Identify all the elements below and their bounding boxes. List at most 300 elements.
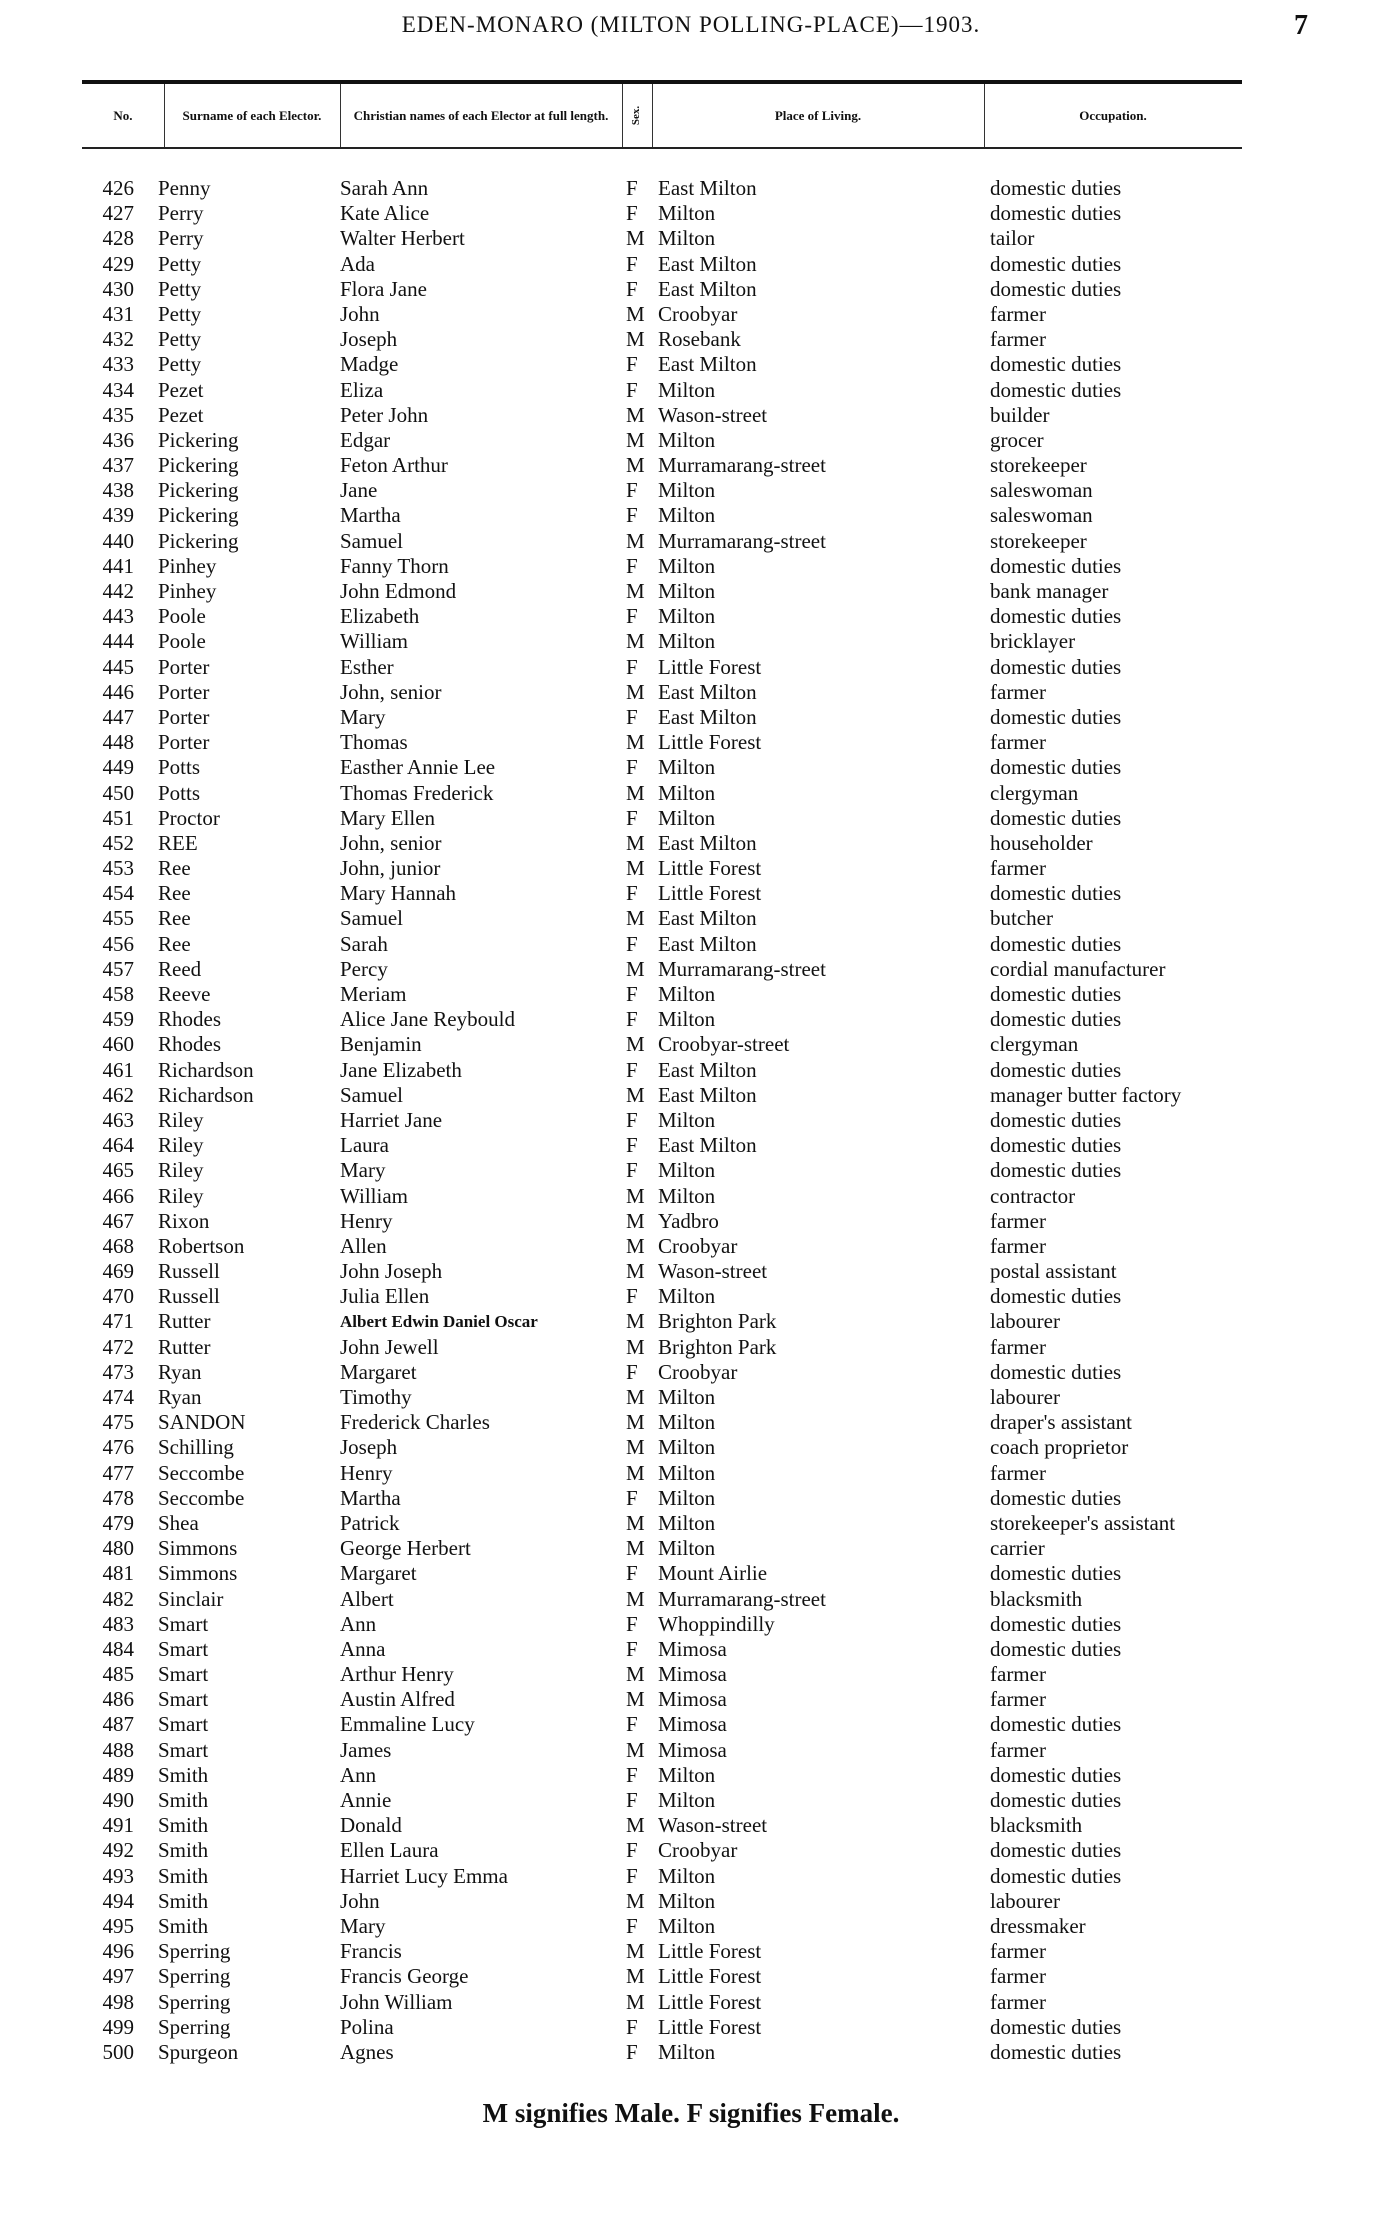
elector-occupation: farmer	[990, 1964, 1046, 1989]
elector-surname: Pickering	[158, 503, 239, 528]
elector-sex: M	[626, 1586, 645, 1611]
elector-occupation: domestic duties	[990, 1838, 1122, 1863]
table-row	[0, 1637, 1382, 1662]
column-header-christian-names: Christian names of each Elector at full length.	[353, 107, 609, 123]
elector-place-of-living: Murramarang-street	[658, 453, 826, 478]
elector-surname: Pinhey	[158, 553, 217, 578]
elector-surname: Ree	[158, 881, 191, 906]
elector-number: 442	[102, 579, 134, 603]
elector-christian-names: Kate Alice	[340, 201, 430, 226]
elector-sex: F	[626, 1485, 638, 1510]
elector-number: 434	[102, 377, 134, 402]
elector-sex: F	[626, 503, 638, 528]
elector-surname: REE	[158, 830, 198, 855]
elector-number: 455	[102, 906, 134, 931]
elector-place-of-living: East Milton	[658, 176, 757, 200]
elector-christian-names: Percy	[340, 956, 388, 981]
elector-number: 471	[102, 1309, 134, 1334]
elector-place-of-living: Milton	[658, 1485, 716, 1510]
elector-occupation: saleswoman	[990, 503, 1093, 528]
elector-surname: Shea	[158, 1510, 199, 1535]
elector-number: 461	[102, 1057, 134, 1082]
elector-sex: M	[626, 830, 645, 855]
elector-christian-names: William	[340, 629, 408, 654]
elector-christian-names: Albert Edwin Daniel Oscar	[340, 1312, 538, 1332]
elector-number: 484	[102, 1636, 134, 1661]
elector-number: 473	[102, 1359, 134, 1384]
elector-number: 426	[102, 176, 134, 200]
table-row	[0, 1939, 1382, 1964]
elector-occupation: domestic duties	[990, 704, 1122, 729]
elector-number: 451	[102, 805, 134, 830]
elector-sex: F	[626, 276, 638, 301]
elector-sex: F	[626, 654, 638, 679]
elector-surname: Pickering	[158, 453, 239, 478]
elector-christian-names: Madge	[340, 352, 399, 377]
elector-place-of-living: Milton	[658, 1913, 716, 1938]
elector-place-of-living: Croobyar-street	[658, 1032, 790, 1057]
elector-christian-names: Mary Ellen	[340, 805, 436, 830]
elector-christian-names: Meriam	[340, 982, 407, 1006]
elector-sex: M	[626, 1082, 645, 1107]
elector-place-of-living: Mimosa	[658, 1712, 727, 1737]
header-bottom-rule	[82, 147, 1242, 149]
elector-surname: Smart	[158, 1611, 209, 1636]
elector-christian-names: John Edmond	[340, 579, 457, 603]
elector-surname: Spurgeon	[158, 2039, 239, 2064]
elector-christian-names: John, junior	[340, 856, 441, 881]
elector-occupation: domestic duties	[990, 2014, 1122, 2039]
elector-christian-names: Julia Ellen	[340, 1284, 430, 1309]
elector-place-of-living: Wason-street	[658, 402, 768, 427]
elector-number: 474	[102, 1385, 134, 1409]
table-row	[0, 226, 1382, 251]
elector-place-of-living: Milton	[658, 1284, 716, 1309]
table-row	[0, 1864, 1382, 1889]
elector-number: 481	[102, 1561, 134, 1586]
elector-surname: Rhodes	[158, 1032, 221, 1057]
elector-place-of-living: Little Forest	[658, 2014, 762, 2039]
elector-number: 452	[102, 830, 134, 855]
table-row	[0, 1964, 1382, 1989]
elector-surname: Petty	[158, 352, 202, 377]
elector-christian-names: Sarah Ann	[340, 176, 429, 200]
elector-number: 477	[102, 1460, 134, 1485]
elector-number: 433	[102, 352, 134, 377]
elector-sex: F	[626, 478, 638, 503]
elector-occupation: domestic duties	[990, 1863, 1122, 1888]
elector-christian-names: Albert	[340, 1586, 394, 1611]
elector-surname: Smart	[158, 1662, 209, 1687]
elector-christian-names: Margaret	[340, 1561, 417, 1586]
table-row	[0, 1687, 1382, 1712]
elector-surname: Riley	[158, 1158, 204, 1183]
table-row	[0, 201, 1382, 226]
table-row	[0, 1184, 1382, 1209]
elector-sex: M	[626, 1385, 645, 1409]
elector-occupation: storekeeper	[990, 528, 1087, 553]
elector-place-of-living: East Milton	[658, 352, 757, 377]
elector-sex: F	[626, 1133, 638, 1158]
elector-sex: F	[626, 1863, 638, 1888]
elector-number: 441	[102, 553, 134, 578]
elector-sex: M	[626, 1208, 645, 1233]
elector-occupation: farmer	[990, 856, 1046, 881]
page-title: EDEN-MONARO (MILTON POLLING-PLACE)—1903.	[401, 12, 981, 37]
table-row	[0, 629, 1382, 654]
elector-christian-names: John Joseph	[340, 1259, 443, 1284]
elector-place-of-living: East Milton	[658, 679, 757, 704]
elector-sex: M	[626, 1259, 645, 1284]
elector-surname: Perry	[158, 201, 204, 226]
elector-christian-names: Frederick Charles	[340, 1410, 490, 1435]
elector-surname: Ryan	[158, 1385, 202, 1409]
elector-number: 494	[102, 1888, 134, 1913]
table-row	[0, 1435, 1382, 1460]
elector-christian-names: John, senior	[340, 830, 442, 855]
elector-sex: F	[626, 1158, 638, 1183]
elector-occupation: bricklayer	[990, 629, 1076, 654]
elector-place-of-living: Brighton Park	[658, 1334, 777, 1359]
elector-occupation: labourer	[990, 1385, 1060, 1409]
elector-christian-names: Mary	[340, 1158, 386, 1183]
elector-occupation: farmer	[990, 1662, 1046, 1687]
elector-number: 496	[102, 1939, 134, 1964]
elector-occupation: domestic duties	[990, 1133, 1122, 1158]
elector-number: 460	[102, 1032, 134, 1057]
elector-surname: Proctor	[158, 805, 220, 830]
elector-christian-names: Ellen Laura	[340, 1838, 439, 1863]
table-row	[0, 705, 1382, 730]
elector-christian-names: Mary Hannah	[340, 881, 457, 906]
elector-occupation: domestic duties	[990, 654, 1122, 679]
column-header-occupation: Occupation.	[1079, 107, 1147, 123]
elector-number: 493	[102, 1863, 134, 1888]
elector-place-of-living: Milton	[658, 1183, 716, 1208]
elector-place-of-living: Milton	[658, 982, 716, 1006]
elector-occupation: domestic duties	[990, 176, 1122, 200]
elector-sex: M	[626, 730, 645, 755]
elector-occupation: domestic duties	[990, 1057, 1122, 1082]
elector-christian-names: Walter Herbert	[340, 226, 465, 251]
elector-christian-names: Henry	[340, 1208, 393, 1233]
elector-sex: F	[626, 1913, 638, 1938]
elector-christian-names: Ann	[340, 1611, 377, 1636]
elector-sex: M	[626, 856, 645, 881]
table-row	[0, 1813, 1382, 1838]
elector-christian-names: Harriet Lucy Emma	[340, 1863, 508, 1888]
elector-sex: M	[626, 1032, 645, 1057]
table-row	[0, 806, 1382, 831]
elector-place-of-living: Milton	[658, 1762, 716, 1787]
elector-occupation: domestic duties	[990, 1485, 1122, 1510]
table-row	[0, 1410, 1382, 1435]
column-header-no: No.	[113, 107, 133, 123]
elector-surname: Smith	[158, 1888, 209, 1913]
elector-number: 430	[102, 276, 134, 301]
elector-surname: Smith	[158, 1863, 209, 1888]
elector-surname: Petty	[158, 301, 202, 326]
table-row	[0, 755, 1382, 780]
elector-christian-names: Mary	[340, 1913, 386, 1938]
elector-place-of-living: East Milton	[658, 276, 757, 301]
elector-surname: Potts	[158, 780, 201, 805]
elector-surname: Robertson	[158, 1233, 245, 1258]
elector-surname: Smart	[158, 1712, 209, 1737]
elector-occupation: domestic duties	[990, 1359, 1122, 1384]
elector-number: 453	[102, 856, 134, 881]
table-row	[0, 1209, 1382, 1234]
table-row	[0, 1284, 1382, 1309]
elector-occupation: farmer	[990, 1939, 1046, 1964]
elector-place-of-living: Little Forest	[658, 654, 762, 679]
elector-occupation: domestic duties	[990, 1636, 1122, 1661]
elector-occupation: clergyman	[990, 780, 1079, 805]
elector-number: 467	[102, 1208, 134, 1233]
elector-sex: M	[626, 1687, 645, 1712]
elector-occupation: farmer	[990, 1737, 1046, 1762]
elector-occupation: bank manager	[990, 579, 1109, 603]
table-row	[0, 906, 1382, 931]
elector-number: 437	[102, 453, 134, 478]
table-row	[0, 176, 1382, 201]
elector-surname: Schilling	[158, 1435, 234, 1460]
elector-sex: M	[626, 1737, 645, 1762]
elector-occupation: domestic duties	[990, 1284, 1122, 1309]
elector-surname: Ree	[158, 906, 191, 931]
elector-christian-names: Polina	[340, 2014, 394, 2039]
elector-place-of-living: Milton	[658, 780, 716, 805]
elector-christian-names: Harriet Jane	[340, 1107, 443, 1132]
elector-surname: Reed	[158, 956, 202, 981]
elector-sex: F	[626, 1611, 638, 1636]
elector-surname: Pezet	[158, 377, 204, 402]
elector-surname: Russell	[158, 1259, 220, 1284]
elector-surname: Smart	[158, 1737, 209, 1762]
elector-number: 479	[102, 1510, 134, 1535]
elector-number: 458	[102, 982, 134, 1006]
elector-occupation: householder	[990, 830, 1093, 855]
elector-place-of-living: Croobyar	[658, 301, 738, 326]
elector-surname: Rhodes	[158, 1007, 221, 1032]
elector-number: 454	[102, 881, 134, 906]
elector-christian-names: Easther Annie Lee	[340, 755, 496, 780]
table-row	[0, 1712, 1382, 1737]
elector-occupation: domestic duties	[990, 1107, 1122, 1132]
elector-place-of-living: Milton	[658, 478, 716, 503]
elector-surname: Rixon	[158, 1208, 210, 1233]
elector-number: 466	[102, 1183, 134, 1208]
elector-sex: M	[626, 301, 645, 326]
table-row	[0, 579, 1382, 604]
elector-place-of-living: Milton	[658, 553, 716, 578]
elector-place-of-living: Croobyar	[658, 1838, 738, 1863]
elector-surname: Pickering	[158, 528, 239, 553]
elector-sex: F	[626, 1788, 638, 1812]
elector-occupation: domestic duties	[990, 1561, 1122, 1586]
elector-surname: Smith	[158, 1813, 209, 1838]
elector-surname: Smith	[158, 1838, 209, 1863]
elector-surname: Riley	[158, 1183, 204, 1208]
elector-occupation: storekeeper's assistant	[990, 1510, 1176, 1535]
table-row	[0, 1259, 1382, 1284]
elector-place-of-living: Mimosa	[658, 1636, 727, 1661]
elector-place-of-living: Milton	[658, 201, 716, 226]
elector-christian-names: Elizabeth	[340, 604, 420, 629]
elector-surname: Poole	[158, 604, 206, 629]
elector-occupation: farmer	[990, 327, 1046, 352]
elector-occupation: domestic duties	[990, 377, 1122, 402]
elector-occupation: farmer	[990, 1233, 1046, 1258]
elector-surname: Seccombe	[158, 1460, 245, 1485]
elector-sex: M	[626, 1334, 645, 1359]
table-row	[0, 1511, 1382, 1536]
elector-number: 500	[102, 2039, 134, 2064]
elector-surname: Pezet	[158, 402, 204, 427]
elector-christian-names: John	[340, 301, 380, 326]
table-row	[0, 1309, 1382, 1334]
elector-surname: Seccombe	[158, 1485, 245, 1510]
elector-surname: Penny	[158, 176, 211, 200]
elector-occupation: domestic duties	[990, 931, 1122, 956]
elector-christian-names: Esther	[340, 654, 394, 679]
elector-occupation: domestic duties	[990, 2039, 1122, 2064]
elector-sex: F	[626, 176, 638, 200]
elector-christian-names: Ann	[340, 1762, 377, 1787]
elector-christian-names: Flora Jane	[340, 276, 427, 301]
table-row	[0, 1763, 1382, 1788]
elector-occupation: clergyman	[990, 1032, 1079, 1057]
elector-place-of-living: Milton	[658, 755, 716, 780]
elector-sex: F	[626, 704, 638, 729]
elector-surname: Rutter	[158, 1309, 211, 1334]
elector-occupation: domestic duties	[990, 201, 1122, 226]
elector-christian-names: Mary	[340, 704, 386, 729]
elector-christian-names: Laura	[340, 1133, 389, 1158]
elector-number: 462	[102, 1082, 134, 1107]
elector-number: 487	[102, 1712, 134, 1737]
elector-occupation: manager butter factory	[990, 1082, 1182, 1107]
elector-number: 429	[102, 251, 134, 276]
table-row	[0, 1335, 1382, 1360]
elector-place-of-living: Milton	[658, 1158, 716, 1183]
table-row	[0, 478, 1382, 503]
elector-sex: F	[626, 1057, 638, 1082]
elector-sex: M	[626, 1183, 645, 1208]
elector-number: 486	[102, 1687, 134, 1712]
elector-surname: Richardson	[158, 1082, 254, 1107]
table-row	[0, 881, 1382, 906]
elector-occupation: domestic duties	[990, 1007, 1122, 1032]
column-header-sex-label: Sex.	[630, 105, 643, 125]
elector-christian-names: John Jewell	[340, 1334, 439, 1359]
table-row	[0, 529, 1382, 554]
elector-number: 498	[102, 1989, 134, 2014]
elector-occupation: domestic duties	[990, 251, 1122, 276]
elector-place-of-living: Yadbro	[658, 1208, 719, 1233]
elector-sex: F	[626, 1284, 638, 1309]
table-row	[0, 1058, 1382, 1083]
elector-surname: Russell	[158, 1284, 220, 1309]
column-header-surname: Surname of each Elector.	[182, 107, 322, 123]
elector-place-of-living: Milton	[658, 427, 716, 452]
elector-christian-names: Allen	[340, 1233, 387, 1258]
elector-place-of-living: Milton	[658, 1510, 716, 1535]
elector-number: 446	[102, 679, 134, 704]
elector-occupation: saleswoman	[990, 478, 1093, 503]
table-row	[0, 2040, 1382, 2065]
elector-place-of-living: Milton	[658, 2039, 716, 2064]
page-number: 7	[1294, 10, 1308, 41]
elector-christian-names: Joseph	[340, 1435, 398, 1460]
elector-number: 470	[102, 1284, 134, 1309]
table-row	[0, 277, 1382, 302]
elector-sex: M	[626, 1813, 645, 1838]
elector-christian-names: Feton Arthur	[340, 453, 448, 478]
elector-occupation: contractor	[990, 1183, 1076, 1208]
elector-christian-names: Donald	[340, 1813, 402, 1838]
elector-number: 448	[102, 730, 134, 755]
elector-place-of-living: Mimosa	[658, 1687, 727, 1712]
elector-surname: Porter	[158, 704, 210, 729]
elector-place-of-living: Croobyar	[658, 1233, 738, 1258]
elector-surname: Potts	[158, 755, 201, 780]
elector-christian-names: Edgar	[340, 427, 391, 452]
elector-surname: Ryan	[158, 1359, 202, 1384]
elector-occupation: tailor	[990, 226, 1035, 251]
elector-christian-names: John William	[340, 1989, 453, 2014]
elector-christian-names: Samuel	[340, 528, 403, 553]
elector-sex: M	[626, 1460, 645, 1485]
elector-occupation: farmer	[990, 301, 1046, 326]
elector-place-of-living: Milton	[658, 1007, 716, 1032]
elector-number: 489	[102, 1762, 134, 1787]
elector-number: 456	[102, 931, 134, 956]
elector-number: 499	[102, 2014, 134, 2039]
elector-christian-names: Margaret	[340, 1359, 417, 1384]
elector-place-of-living: East Milton	[658, 830, 757, 855]
elector-sex: M	[626, 780, 645, 805]
elector-place-of-living: Milton	[658, 1888, 716, 1913]
elector-number: 472	[102, 1334, 134, 1359]
elector-sex: F	[626, 201, 638, 226]
elector-place-of-living: Milton	[658, 1788, 716, 1812]
elector-christian-names: John	[340, 1888, 380, 1913]
elector-sex: M	[626, 579, 645, 603]
table-row	[0, 554, 1382, 579]
table-row	[0, 1360, 1382, 1385]
elector-surname: Sperring	[158, 2014, 231, 2039]
elector-sex: M	[626, 1939, 645, 1964]
elector-place-of-living: Little Forest	[658, 881, 762, 906]
elector-surname: Poole	[158, 629, 206, 654]
elector-surname: Perry	[158, 226, 204, 251]
elector-sex: M	[626, 1233, 645, 1258]
elector-sex: M	[626, 1510, 645, 1535]
table-row	[0, 1561, 1382, 1586]
elector-christian-names: Samuel	[340, 1082, 403, 1107]
elector-christian-names: Jane	[340, 478, 378, 503]
table-row	[0, 1486, 1382, 1511]
elector-christian-names: Anna	[340, 1636, 386, 1661]
elector-surname: Porter	[158, 679, 210, 704]
elector-sex: F	[626, 1762, 638, 1787]
elector-number: 443	[102, 604, 134, 629]
elector-christian-names: Arthur Henry	[340, 1662, 454, 1687]
table-row	[0, 1838, 1382, 1863]
elector-surname: Simmons	[158, 1561, 238, 1586]
elector-sex: M	[626, 1662, 645, 1687]
